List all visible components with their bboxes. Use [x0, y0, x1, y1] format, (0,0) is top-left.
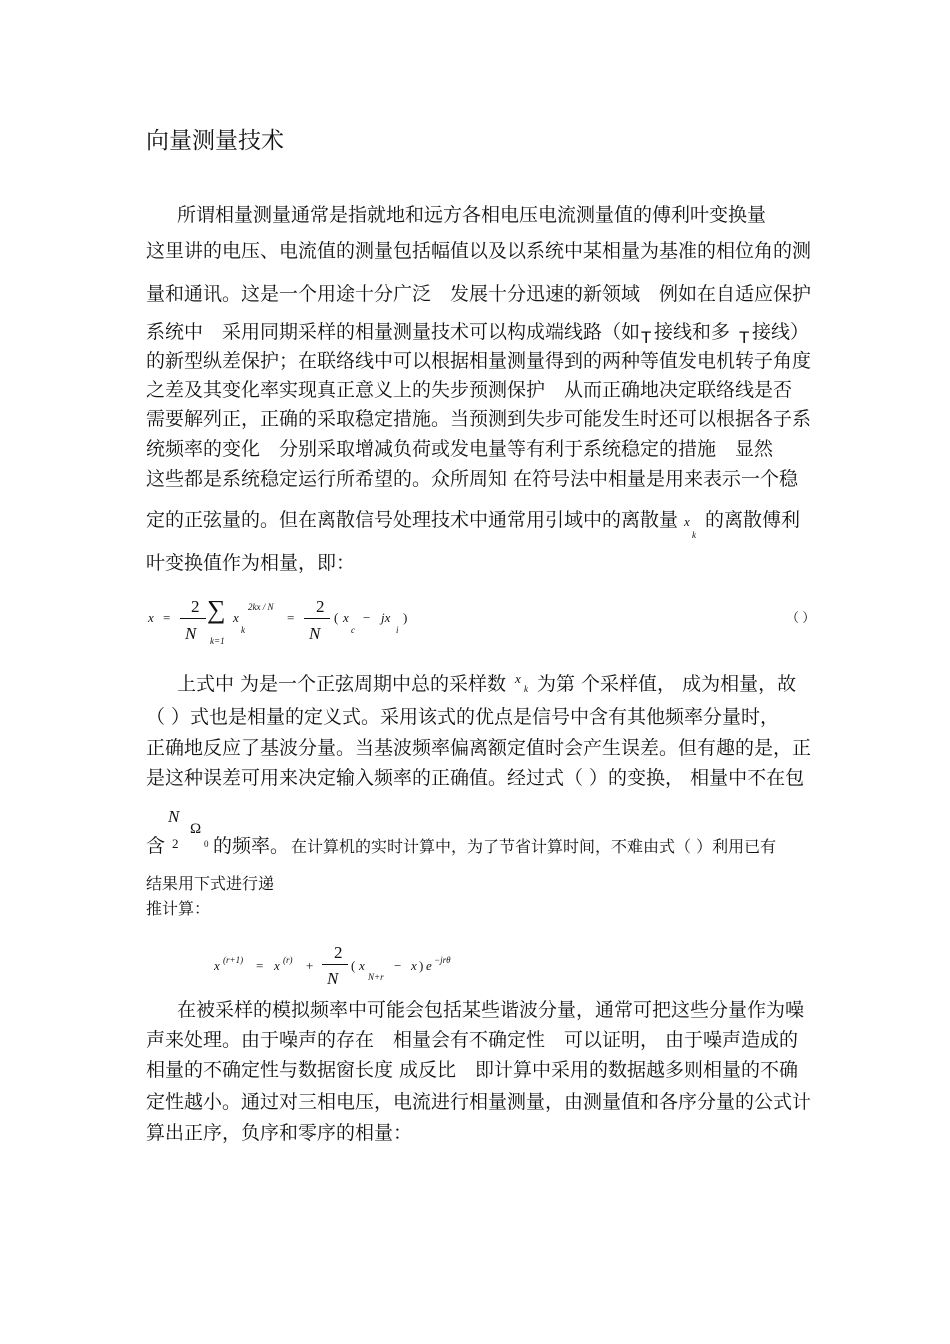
para2-line6: 结果用下式进行递	[146, 874, 275, 893]
para1-line4c: 接线）	[752, 321, 810, 343]
para1-line9: 这些都是系统稳定运行所希望的。众所周知 在符号法中相量是用来表示一个稳	[146, 468, 799, 490]
para1-line3: 量和通讯。这是一个用途十分广泛 发展十分迅速的新领域 例如在自适应保护	[146, 283, 812, 305]
xk-inline2-k: k	[524, 684, 528, 694]
para2-line1b: 为第 个采样值， 成为相量，故	[537, 673, 797, 695]
freq-omega: Ω	[190, 821, 202, 837]
xk-inline2-x: x	[515, 671, 521, 686]
sub-T-1: T	[641, 328, 652, 347]
para2-line4: 是这种误差可用来决定输入频率的正确值。经过式（ ）的变换， 相量中不在包	[146, 767, 805, 789]
para1-line4b: 接线和多	[654, 321, 731, 343]
para2-line5: 含	[146, 835, 166, 857]
para1-line2: 这里讲的电压、电流值的测量包括幅值以及以系统中某相量为基准的相位角的测	[146, 240, 812, 262]
para2-line3: 正确地反应了基波分量。当基波频率偏离额定值时会产生误差。但有趣的是，正	[146, 737, 812, 759]
para1-line10b: 的离散傅利	[705, 509, 801, 531]
xk-inline-x: x	[684, 514, 690, 529]
sub-T-2: T	[739, 328, 750, 347]
para3-line1: 在被采样的模拟频率中可能会包括某些谐波分量，通常可把这些分量作为噪	[177, 999, 805, 1021]
freq-two: 2	[172, 836, 179, 851]
para1-line7: 需要解列正，正确的采取稳定措施。当预测到失步可能发生时还可以根据各子系	[146, 408, 812, 430]
para1-line11: 叶变换值作为相量，即：	[146, 552, 356, 574]
para1-line6: 之差及其变化率实现真正意义上的失步预测保护 从而正确地决定联络线是否	[146, 379, 793, 401]
para2-line5b: 的频率。	[213, 835, 290, 857]
para2-line1: 上式中 为是一个正弦周期中总的采样数	[177, 673, 507, 695]
para2-line5c: 在计算机的实时计算中，为了节省计算时间，不难由式（ ）利用已有	[291, 837, 777, 856]
para1-line8: 统频率的变化 分别采取增减负荷或发电量等有利于系统稳定的措施 显然	[146, 438, 774, 460]
xk-inline-k: k	[692, 530, 696, 540]
para1-line5: 的新型纵差保护；在联络线中可以根据相量测量得到的两种等值发电机转子角度	[146, 350, 812, 372]
para1-line1: 所谓相量测量通常是指就地和远方各相电压电流测量值的傅利叶变换量	[177, 204, 767, 226]
para3-line2: 声来处理。由于噪声的存在 相量会有不确定性 可以证明， 由于噪声造成的	[146, 1029, 799, 1051]
para3-line3: 相量的不确定性与数据窗长度 成反比 即计算中采用的数据越多则相量的不确	[146, 1059, 799, 1081]
equation-1-number: （ ）	[786, 610, 816, 625]
para1-line10: 定的正弦量的。但在离散信号处理技术中通常用引域中的离散量	[146, 509, 679, 531]
freq-N: N	[168, 807, 180, 826]
para3-line5: 算出正序，负序和零序的相量：	[146, 1122, 413, 1144]
freq-zero: 0	[204, 839, 209, 849]
page-title: 向量测量技术	[146, 128, 284, 154]
para1-line4: 系统中 采用同期采样的相量测量技术可以构成端线路（如	[146, 321, 641, 343]
para2-line2: （ ）式也是相量的定义式。采用该式的优点是信号中含有其他频率分量时，	[146, 706, 780, 728]
para2-line7: 推计算：	[146, 899, 211, 918]
para3-line4: 定性越小。通过对三相电压，电流进行相量测量，由测量值和各序分量的公式计	[146, 1091, 812, 1113]
